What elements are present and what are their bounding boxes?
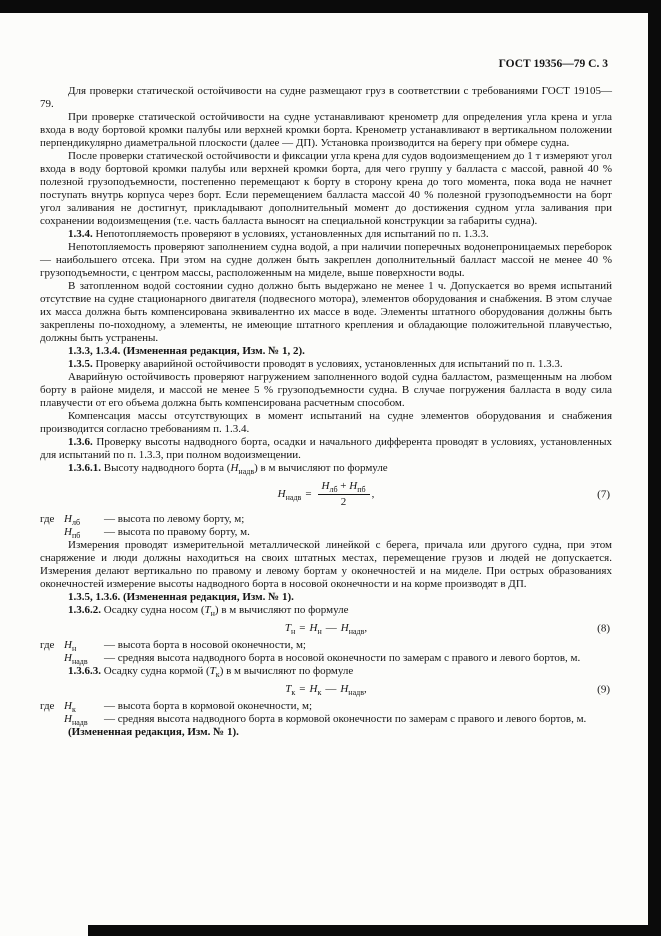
paragraph-clause-1-3-6-2 <box>40 604 612 617</box>
formula-lhs <box>277 488 302 503</box>
definition-term <box>64 700 104 713</box>
formula-8 <box>40 622 612 635</box>
definition-prefix <box>40 526 64 539</box>
variable-subscript: к <box>215 670 220 680</box>
definition-text: — средняя высота надводного борта в кормовой оконечности по замерам с правого и левого бортов, м. <box>104 713 587 725</box>
scan-border-top <box>0 0 661 13</box>
paragraph: Аварийную остойчивость проверяют нагружением заполненного водой судна балластом, размещенным на любом борту в районе миделя, и массой не менее 5 % грузоподъемности судна. В случае погружения балласта в воду сила плавучести от его объема должна быть компенсирована расчетным способом. <box>40 371 612 409</box>
definition-prefix: где <box>40 700 55 712</box>
page-content <box>40 58 612 739</box>
variable-subscript: надв <box>348 688 364 698</box>
variable-subscript: н <box>210 609 215 619</box>
variable-H: Н <box>64 652 72 664</box>
paragraph: При проверке статической остойчивости на судне устанавливают кренометр для определения угла крена и угла входа в воду бортовой кромки палубы или верхней кромки борта. Кренометр устанавливают в вертикальном положении перпендикулярно диаметральной плоскости (далее — ДП). Установка производится на берегу при обмере судна. <box>40 111 612 149</box>
formula-term <box>340 622 368 637</box>
formula-9 <box>40 683 612 696</box>
definition-text: — высота по правому борту, м. <box>104 526 250 538</box>
paragraph-clause-1-3-6-3 <box>40 665 612 678</box>
formula-number: (7) <box>597 488 610 500</box>
definition-prefix: где <box>40 639 55 651</box>
variable-H: Н <box>230 462 239 474</box>
variable-T: Т <box>204 604 211 616</box>
definition-term <box>64 639 104 652</box>
variable-subscript: надв <box>71 718 88 728</box>
clause-number: 1.3.4. <box>68 228 93 240</box>
definition-line <box>40 700 612 713</box>
formula-lhs <box>284 622 296 637</box>
formula-comma: , <box>363 683 367 695</box>
paragraph-clause-1-3-5 <box>40 358 612 371</box>
clause-number: 1.3.6.1. <box>68 462 101 474</box>
fraction-denominator: 2 <box>340 496 347 508</box>
variable-H: Н <box>277 488 286 501</box>
variable-T: Т <box>285 683 292 695</box>
variable-subscript: к <box>291 688 296 698</box>
equals-sign: = <box>299 622 306 634</box>
definition-line <box>40 652 612 665</box>
formula-comma: , <box>371 488 375 501</box>
paragraph-clause-1-3-6 <box>40 436 612 462</box>
variable-H: Н <box>309 622 318 634</box>
variable-H: Н <box>64 513 72 525</box>
paragraph: В затопленном водой состоянии судно должно быть выдержано не менее 1 ч. Допускается во время испытаний отсутствие на судне стационарного двигателя (подвесного мотора), элементов оборудования и снабжения. В этом случае их масса должна быть компенсирована эквивалентно их массе в воде. Элементы штатного оборудования должны быть закреплены по-походному, а элементы, не имеющие штатного крепления и обладающие положительной плавучестью, должны быть устранены. <box>40 280 612 344</box>
definition-term <box>64 526 104 539</box>
formula-comma: , <box>364 622 368 634</box>
equals-sign: = <box>305 488 312 501</box>
variable-subscript: лб <box>71 518 81 528</box>
paragraph: Компенсация массы отсутствующих в момент испытаний на судне элементов оборудования и снабжения производится согласно требованиям п. 1.3.4. <box>40 410 612 435</box>
fraction-numerator <box>318 480 370 495</box>
clause-number: 1.3.6.2. <box>68 604 101 616</box>
variable-H: Н <box>64 713 72 725</box>
definition-line <box>40 526 612 539</box>
definition-text: — высота по левому борту, м; <box>104 513 245 525</box>
variable-subscript: надв <box>238 467 255 477</box>
definition-term <box>64 513 104 526</box>
amendment-note: 1.3.5, 1.3.6. (Измененная редакция, Изм. № 1). <box>68 591 294 603</box>
variable-subscript: пб <box>357 485 366 495</box>
variable-H: Н <box>64 700 72 712</box>
variable-subscript: надв <box>71 657 88 667</box>
definition-prefix <box>40 713 64 726</box>
variable-H: Н <box>340 622 349 634</box>
definition-line <box>40 513 612 526</box>
clause-text: Непотопляемость проверяют в условиях, установленных для испытаний по п. 1.3.3. <box>92 228 489 240</box>
definition-text: — высота борта в носовой оконечности, м; <box>104 639 306 651</box>
formula-number: (9) <box>597 683 610 695</box>
variable-H: Н <box>340 683 349 695</box>
variable-H: Н <box>309 683 318 695</box>
variable-subscript: н <box>317 627 322 637</box>
clause-text-post: ) в м вычисляют по формуле <box>219 665 354 677</box>
formula-7 <box>40 480 612 509</box>
formula-number: (8) <box>597 622 610 634</box>
clause-text-pre: Осадку судна носом ( <box>101 604 205 616</box>
clause-text-pre: Высоту надводного борта ( <box>101 462 231 474</box>
variable-subscript: н <box>71 644 77 654</box>
definition-prefix <box>40 652 64 665</box>
definition-line <box>40 639 612 652</box>
paragraph: Непотопляемость проверяют заполнением судна водой, а при наличии поперечных водонепроницаемых переборок — наибольшего отсека. При этом на судне должен быть закреплен дополнительный балласт массой не менее 40 % грузоподъемности, с центром массы, расположенным на миделе, выше поверхности воды. <box>40 241 612 279</box>
amendment-note: 1.3.3, 1.3.4. (Измененная редакция, Изм. № 1, 2). <box>68 345 305 357</box>
clause-number: 1.3.6. <box>68 436 93 448</box>
scan-border-bottom <box>88 925 661 936</box>
variable-T: Т <box>209 665 216 677</box>
minus-sign: — <box>325 622 337 634</box>
equals-sign: = <box>299 683 306 695</box>
definition-text: — средняя высота надводного борта в носовой оконечности по замерам с правого и левого бортов, м. <box>104 652 581 664</box>
plus-sign: + <box>340 480 347 492</box>
definition-line <box>40 713 612 726</box>
formula-term <box>309 622 322 637</box>
clause-text-pre: Осадку судна кормой ( <box>101 665 210 677</box>
formula-lhs <box>285 683 296 698</box>
variable-subscript: н <box>291 627 296 637</box>
definition-term <box>64 713 104 726</box>
paragraph: Для проверки статической остойчивости на судне размещают груз в соответствии с требованиями ГОСТ 19105—79. <box>40 85 612 110</box>
page-header: ГОСТ 19356—79 С. 3 <box>498 58 608 70</box>
clause-number: 1.3.6.3. <box>68 665 101 677</box>
formula-term <box>340 683 364 698</box>
clause-text-post: ) в м вычисляют по формуле <box>214 604 349 616</box>
fraction <box>318 480 370 509</box>
formula-term <box>309 683 322 698</box>
variable-subscript: лб <box>329 485 338 495</box>
variable-T: Т <box>284 622 291 634</box>
definition-term <box>64 652 104 665</box>
variable-H: Н <box>349 480 358 492</box>
clause-text: Проверку аварийной остойчивости проводят в условиях, установленных для испытаний по п. 1.3.3. <box>92 358 563 370</box>
variable-subscript: к <box>71 705 76 715</box>
variable-subscript: надв <box>348 627 365 637</box>
variable-H: Н <box>64 639 72 651</box>
minus-sign: — <box>325 683 337 695</box>
scan-border-right <box>648 0 661 936</box>
variable-H: Н <box>321 480 330 492</box>
variable-subscript: пб <box>71 531 81 541</box>
amendment-note: (Измененная редакция, Изм. № 1). <box>68 726 239 738</box>
clause-number: 1.3.5. <box>68 358 93 370</box>
paragraph-clause-1-3-6-1 <box>40 462 612 475</box>
clause-text: Проверку высоты надводного борта, осадки и начального дифферента проводят в условиях, установленных для испытаний по п. 1.3.3, при полном водоизмещении. <box>40 436 612 461</box>
variable-subscript: к <box>317 688 322 698</box>
paragraph-clause-1-3-4 <box>40 228 612 241</box>
variable-H: Н <box>64 526 72 538</box>
variable-subscript: надв <box>285 493 302 503</box>
paragraph: Измерения проводят измерительной металлической линейкой с берега, причала или другого судна, при этом снаряжение и люди должны находиться на своих штатных местах, перемещение грузов и людей не допускается. Измерения делают вертикально по правому и левому бортам у оконечностей и на миделе. При острых образованиях оконечностей измерение высоты надводного борта в носовой оконечности и на корме производят в ДП. <box>40 539 612 590</box>
clause-text-post: ) в м вычисляют по формуле <box>254 462 388 474</box>
paragraph: После проверки статической остойчивости и фиксации угла крена для судов водоизмещением до 1 т измеряют угол входа в воду бортовой кромки палубы или верхней кромки борта, для чего группу у балласта с массой, равной 40 % полезной грузоподъемности, постепенно перемещают к борту в сторону крена до того момента, пока вода не начнет поступать внутрь корпуса через борт. Если перемещением балласта массой 40 % полезной грузоподъемности на борт угол заливания не достигнут, прикладывают дополнительный момент до достижения судном угла заливания при сохранении водоизмещения (т.е. часть балласта выносят на специальной конструкции за габариты судна). <box>40 150 612 227</box>
definition-text: — высота борта в кормовой оконечности, м; <box>104 700 313 712</box>
definition-prefix: где <box>40 513 55 525</box>
